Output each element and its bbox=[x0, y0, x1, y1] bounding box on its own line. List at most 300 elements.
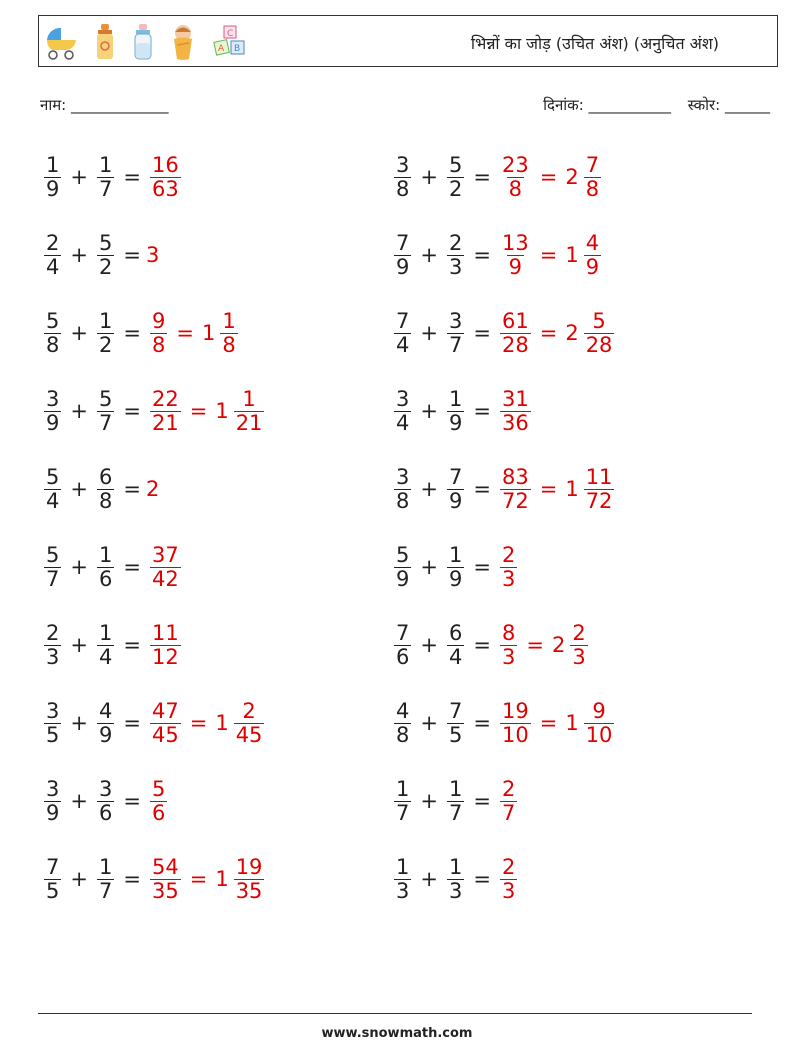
addend-fraction bbox=[97, 544, 114, 589]
answer bbox=[496, 466, 618, 511]
denominator: 9 bbox=[396, 254, 410, 279]
date-field: दिनांक: ___________ bbox=[543, 96, 672, 114]
problem-row bbox=[390, 450, 740, 528]
answer bbox=[496, 856, 521, 901]
footer-url: www.snowmath.com bbox=[321, 1026, 473, 1041]
denominator: 8 bbox=[508, 176, 523, 201]
equals-sign: = bbox=[539, 243, 558, 267]
numerator: 5 bbox=[151, 777, 166, 802]
addend-fraction bbox=[44, 310, 61, 355]
denominator: 7 bbox=[448, 332, 463, 357]
numerator: 7 bbox=[396, 231, 410, 256]
denominator: 9 bbox=[98, 722, 113, 747]
answer-fraction bbox=[150, 388, 181, 433]
mixed-whole: 1 bbox=[215, 399, 229, 423]
numerator: 1 bbox=[98, 543, 113, 568]
answer-fraction bbox=[500, 700, 531, 745]
numerator: 3 bbox=[46, 699, 60, 724]
denominator: 9 bbox=[46, 800, 60, 825]
equals-sign: = bbox=[123, 633, 141, 657]
denominator: 3 bbox=[448, 878, 463, 903]
denominator: 5 bbox=[448, 722, 463, 747]
mixed-fraction bbox=[234, 700, 265, 745]
numerator: 3 bbox=[396, 153, 410, 178]
plus-sign: + bbox=[70, 399, 88, 423]
swaddled-baby-icon bbox=[169, 23, 197, 61]
equals-sign: = bbox=[473, 243, 491, 267]
addend-fraction bbox=[447, 232, 464, 277]
answer-fraction bbox=[150, 778, 167, 823]
answer-fraction bbox=[150, 856, 181, 901]
answer bbox=[146, 622, 185, 667]
denominator: 35 bbox=[151, 878, 179, 903]
svg-text:A: A bbox=[218, 44, 225, 54]
problem-row bbox=[390, 684, 740, 762]
denominator: 8 bbox=[396, 488, 410, 513]
problem-row bbox=[40, 372, 390, 450]
plus-sign: + bbox=[70, 165, 88, 189]
plus-sign: + bbox=[420, 321, 438, 345]
addend-fraction bbox=[447, 310, 464, 355]
numerator: 3 bbox=[448, 309, 463, 334]
numerator: 1 bbox=[448, 543, 463, 568]
answer-fraction bbox=[500, 466, 531, 511]
addend-fraction bbox=[394, 700, 411, 745]
denominator: 36 bbox=[501, 410, 529, 435]
numerator: 1 bbox=[396, 777, 410, 802]
plus-sign: + bbox=[70, 633, 88, 657]
mixed-fraction bbox=[584, 154, 601, 199]
denominator: 21 bbox=[151, 410, 179, 435]
denominator: 12 bbox=[151, 644, 179, 669]
equals-sign: = bbox=[473, 867, 491, 891]
denominator: 21 bbox=[235, 410, 263, 435]
plus-sign: + bbox=[420, 867, 438, 891]
equals-sign: = bbox=[123, 789, 141, 813]
problem-row bbox=[40, 216, 390, 294]
denominator: 72 bbox=[501, 488, 529, 513]
answer bbox=[146, 154, 185, 199]
denominator: 9 bbox=[46, 176, 60, 201]
problem-grid bbox=[40, 138, 740, 918]
answer-fraction bbox=[500, 856, 517, 901]
addend-fraction bbox=[447, 622, 464, 667]
plus-sign: + bbox=[70, 711, 88, 735]
addend-fraction bbox=[447, 544, 464, 589]
denominator: 5 bbox=[46, 722, 60, 747]
denominator: 8 bbox=[98, 488, 113, 513]
numerator: 1 bbox=[448, 777, 463, 802]
numerator: 5 bbox=[448, 153, 463, 178]
numerator: 2 bbox=[242, 699, 256, 724]
addend-fraction bbox=[44, 778, 61, 823]
answer bbox=[496, 232, 605, 277]
mixed-whole: 2 bbox=[565, 165, 579, 189]
baby-bottle-orange-icon bbox=[93, 23, 117, 61]
mixed-whole: 2 bbox=[565, 321, 579, 345]
denominator: 9 bbox=[585, 254, 600, 279]
problem-row bbox=[390, 762, 740, 840]
numerator: 83 bbox=[501, 465, 529, 490]
denominator: 4 bbox=[448, 644, 463, 669]
mixed-fraction bbox=[584, 466, 615, 511]
answer-whole-number: 2 bbox=[145, 477, 160, 501]
addend-fraction bbox=[44, 622, 61, 667]
addend-fraction bbox=[394, 466, 411, 511]
mixed-fraction bbox=[584, 700, 615, 745]
equals-sign: = bbox=[123, 321, 141, 345]
denominator: 7 bbox=[448, 800, 463, 825]
numerator: 2 bbox=[448, 231, 463, 256]
numerator: 11 bbox=[585, 465, 613, 490]
equals-sign: = bbox=[123, 399, 141, 423]
addend-fraction bbox=[394, 154, 411, 199]
mixed-fraction bbox=[584, 310, 615, 355]
addend-fraction bbox=[44, 856, 61, 901]
numerator: 5 bbox=[396, 543, 410, 568]
answer bbox=[496, 544, 521, 589]
answer bbox=[146, 856, 268, 901]
numerator: 2 bbox=[501, 855, 516, 880]
numerator: 11 bbox=[151, 621, 179, 646]
addend-fraction bbox=[97, 310, 114, 355]
numerator: 4 bbox=[585, 231, 600, 256]
numerator: 5 bbox=[46, 543, 60, 568]
numerator: 1 bbox=[98, 621, 113, 646]
numerator: 61 bbox=[501, 309, 529, 334]
numerator: 1 bbox=[98, 855, 113, 880]
baby-bottle-blue-icon bbox=[131, 23, 155, 61]
addend-fraction bbox=[447, 154, 464, 199]
svg-text:C: C bbox=[227, 29, 234, 39]
answer bbox=[146, 778, 171, 823]
addend-fraction bbox=[97, 856, 114, 901]
plus-sign: + bbox=[70, 321, 88, 345]
answer-fraction bbox=[150, 700, 181, 745]
mixed-fraction bbox=[570, 622, 587, 667]
equals-sign: = bbox=[176, 321, 194, 345]
denominator: 10 bbox=[585, 722, 613, 747]
addend-fraction bbox=[44, 700, 61, 745]
denominator: 45 bbox=[151, 722, 179, 747]
numerator: 4 bbox=[396, 699, 410, 724]
answer-fraction bbox=[500, 622, 517, 667]
numerator: 3 bbox=[46, 777, 60, 802]
mixed-whole: 2 bbox=[551, 633, 566, 657]
equals-sign: = bbox=[539, 321, 558, 345]
answer-fraction bbox=[500, 544, 517, 589]
numerator: 2 bbox=[46, 621, 60, 646]
equals-sign: = bbox=[123, 477, 141, 501]
alphabet-blocks-icon bbox=[211, 24, 247, 60]
svg-text:B: B bbox=[234, 44, 241, 54]
equals-sign: = bbox=[473, 789, 491, 813]
problem-row bbox=[390, 528, 740, 606]
equals-sign: = bbox=[123, 711, 141, 735]
problem-row bbox=[40, 450, 390, 528]
worksheet-title: भिन्नों का जोड़ (उचित अंश) (अनुचित अंश) bbox=[470, 34, 719, 53]
plus-sign: + bbox=[420, 789, 438, 813]
denominator: 4 bbox=[98, 644, 113, 669]
numerator: 3 bbox=[396, 387, 410, 412]
problem-row bbox=[40, 840, 390, 918]
denominator: 7 bbox=[98, 410, 113, 435]
numerator: 1 bbox=[448, 387, 463, 412]
mixed-whole: 1 bbox=[215, 867, 229, 891]
denominator: 5 bbox=[46, 878, 60, 903]
answer-whole-number: 3 bbox=[145, 243, 160, 267]
denominator: 8 bbox=[396, 176, 410, 201]
answer bbox=[146, 310, 242, 355]
equals-sign: = bbox=[123, 165, 141, 189]
denominator: 4 bbox=[46, 254, 60, 279]
answer-fraction bbox=[500, 388, 531, 433]
addend-fraction bbox=[394, 310, 411, 355]
addend-fraction bbox=[97, 622, 114, 667]
answer-fraction bbox=[150, 154, 181, 199]
denominator: 4 bbox=[396, 410, 410, 435]
plus-sign: + bbox=[420, 399, 438, 423]
numerator: 4 bbox=[98, 699, 113, 724]
numerator: 7 bbox=[448, 465, 463, 490]
denominator: 9 bbox=[396, 566, 410, 591]
numerator: 9 bbox=[151, 309, 166, 334]
denominator: 2 bbox=[98, 332, 113, 357]
equals-sign: = bbox=[473, 633, 491, 657]
numerator: 5 bbox=[592, 309, 606, 334]
denominator: 6 bbox=[396, 644, 410, 669]
numerator: 54 bbox=[151, 855, 179, 880]
numerator: 7 bbox=[46, 855, 60, 880]
denominator: 9 bbox=[46, 410, 60, 435]
numerator: 2 bbox=[46, 231, 60, 256]
problem-row bbox=[40, 684, 390, 762]
answer bbox=[146, 388, 268, 433]
problem-row bbox=[390, 372, 740, 450]
addend-fraction bbox=[97, 154, 114, 199]
numerator: 5 bbox=[46, 309, 60, 334]
denominator: 3 bbox=[448, 254, 463, 279]
header-icons bbox=[43, 22, 247, 62]
header-box bbox=[38, 15, 778, 67]
denominator: 42 bbox=[151, 566, 179, 591]
problem-row bbox=[40, 528, 390, 606]
denominator: 3 bbox=[46, 644, 60, 669]
denominator: 6 bbox=[151, 800, 166, 825]
answer-fraction bbox=[500, 778, 517, 823]
plus-sign: + bbox=[420, 477, 438, 501]
plus-sign: + bbox=[420, 711, 438, 735]
equals-sign: = bbox=[539, 711, 558, 735]
numerator: 2 bbox=[572, 621, 586, 646]
mixed-whole: 1 bbox=[565, 243, 579, 267]
addend-fraction bbox=[44, 544, 61, 589]
equals-sign: = bbox=[123, 867, 141, 891]
addend-fraction bbox=[44, 154, 61, 199]
denominator: 3 bbox=[501, 644, 516, 669]
numerator: 8 bbox=[501, 621, 516, 646]
addend-fraction bbox=[394, 232, 411, 277]
mixed-fraction bbox=[584, 232, 601, 277]
answer bbox=[496, 310, 618, 355]
equals-sign: = bbox=[123, 555, 141, 579]
equals-sign: = bbox=[473, 555, 491, 579]
addend-fraction bbox=[97, 232, 114, 277]
answer bbox=[496, 622, 592, 667]
plus-sign: + bbox=[420, 555, 438, 579]
denominator: 3 bbox=[501, 566, 516, 591]
plus-sign: + bbox=[70, 243, 88, 267]
numerator: 16 bbox=[151, 153, 179, 178]
numerator: 3 bbox=[98, 777, 113, 802]
addend-fraction bbox=[447, 778, 464, 823]
plus-sign: + bbox=[70, 867, 88, 891]
denominator: 6 bbox=[98, 566, 113, 591]
denominator: 7 bbox=[98, 176, 113, 201]
mixed-fraction bbox=[234, 388, 265, 433]
numerator: 19 bbox=[235, 855, 263, 880]
plus-sign: + bbox=[70, 789, 88, 813]
denominator: 28 bbox=[501, 332, 529, 357]
addend-fraction bbox=[394, 856, 411, 901]
denominator: 8 bbox=[585, 176, 600, 201]
addend-fraction bbox=[394, 544, 411, 589]
denominator: 7 bbox=[501, 800, 516, 825]
equals-sign: = bbox=[123, 243, 141, 267]
denominator: 10 bbox=[501, 722, 529, 747]
numerator: 22 bbox=[151, 387, 179, 412]
equals-sign: = bbox=[473, 711, 491, 735]
denominator: 2 bbox=[448, 176, 463, 201]
equals-sign: = bbox=[189, 711, 208, 735]
plus-sign: + bbox=[420, 165, 438, 189]
denominator: 35 bbox=[235, 878, 263, 903]
problem-row bbox=[390, 216, 740, 294]
answer bbox=[146, 700, 268, 745]
addend-fraction bbox=[97, 466, 114, 511]
mixed-whole: 1 bbox=[565, 477, 579, 501]
answer bbox=[496, 388, 535, 433]
equals-sign: = bbox=[189, 399, 208, 423]
answer-fraction bbox=[500, 310, 531, 355]
problem-row bbox=[390, 606, 740, 684]
problem-row bbox=[40, 294, 390, 372]
plus-sign: + bbox=[70, 555, 88, 579]
addend-fraction bbox=[447, 856, 464, 901]
denominator: 3 bbox=[396, 878, 410, 903]
mixed-whole: 1 bbox=[565, 711, 579, 735]
numerator: 1 bbox=[98, 153, 113, 178]
equals-sign: = bbox=[473, 399, 491, 423]
problem-row bbox=[390, 138, 740, 216]
numerator: 37 bbox=[151, 543, 179, 568]
denominator: 28 bbox=[585, 332, 613, 357]
numerator: 7 bbox=[396, 621, 410, 646]
numerator: 3 bbox=[46, 387, 60, 412]
denominator: 6 bbox=[98, 800, 113, 825]
numerator: 23 bbox=[501, 153, 529, 178]
answer-fraction bbox=[500, 232, 531, 277]
numerator: 19 bbox=[501, 699, 529, 724]
numerator: 31 bbox=[501, 387, 529, 412]
answer-fraction bbox=[150, 622, 181, 667]
numerator: 5 bbox=[98, 387, 113, 412]
denominator: 3 bbox=[572, 644, 586, 669]
addend-fraction bbox=[394, 778, 411, 823]
numerator: 1 bbox=[448, 855, 463, 880]
numerator: 7 bbox=[585, 153, 600, 178]
mixed-fraction bbox=[234, 856, 265, 901]
numerator: 5 bbox=[98, 231, 113, 256]
answer bbox=[146, 544, 185, 589]
denominator: 8 bbox=[151, 332, 166, 357]
answer-fraction bbox=[150, 310, 167, 355]
numerator: 6 bbox=[448, 621, 463, 646]
denominator: 72 bbox=[585, 488, 613, 513]
numerator: 1 bbox=[222, 309, 236, 334]
denominator: 3 bbox=[501, 878, 516, 903]
equals-sign: = bbox=[473, 321, 491, 345]
answer-fraction bbox=[150, 544, 181, 589]
equals-sign: = bbox=[473, 477, 491, 501]
addend-fraction bbox=[394, 622, 411, 667]
equals-sign: = bbox=[526, 633, 544, 657]
addend-fraction bbox=[97, 700, 114, 745]
addend-fraction bbox=[44, 466, 61, 511]
denominator: 9 bbox=[508, 254, 523, 279]
numerator: 7 bbox=[396, 309, 410, 334]
answer-fraction bbox=[500, 154, 531, 199]
denominator: 63 bbox=[151, 176, 179, 201]
numerator: 1 bbox=[396, 855, 410, 880]
denominator: 8 bbox=[222, 332, 236, 357]
answer bbox=[146, 243, 159, 267]
numerator: 1 bbox=[98, 309, 113, 334]
addend-fraction bbox=[447, 700, 464, 745]
plus-sign: + bbox=[70, 477, 88, 501]
addend-fraction bbox=[44, 232, 61, 277]
problem-row bbox=[390, 840, 740, 918]
answer bbox=[496, 154, 605, 199]
numerator: 3 bbox=[396, 465, 410, 490]
denominator: 9 bbox=[448, 410, 463, 435]
addend-fraction bbox=[44, 388, 61, 433]
numerator: 9 bbox=[592, 699, 606, 724]
problem-row bbox=[40, 762, 390, 840]
numerator: 13 bbox=[501, 231, 529, 256]
problem-row bbox=[390, 294, 740, 372]
plus-sign: + bbox=[420, 243, 438, 267]
footer-divider bbox=[38, 1013, 752, 1014]
denominator: 8 bbox=[46, 332, 60, 357]
addend-fraction bbox=[447, 388, 464, 433]
equals-sign: = bbox=[189, 867, 208, 891]
denominator: 2 bbox=[98, 254, 113, 279]
numerator: 7 bbox=[448, 699, 463, 724]
mixed-fraction bbox=[220, 310, 237, 355]
addend-fraction bbox=[97, 778, 114, 823]
denominator: 7 bbox=[46, 566, 60, 591]
numerator: 2 bbox=[501, 543, 516, 568]
date-score-fields bbox=[531, 95, 770, 115]
addend-fraction bbox=[447, 466, 464, 511]
score-field: स्कोर: ______ bbox=[687, 96, 770, 114]
equals-sign: = bbox=[539, 477, 558, 501]
numerator: 6 bbox=[98, 465, 113, 490]
problem-row bbox=[40, 138, 390, 216]
answer bbox=[146, 477, 159, 501]
baby-stroller-icon bbox=[43, 24, 79, 60]
